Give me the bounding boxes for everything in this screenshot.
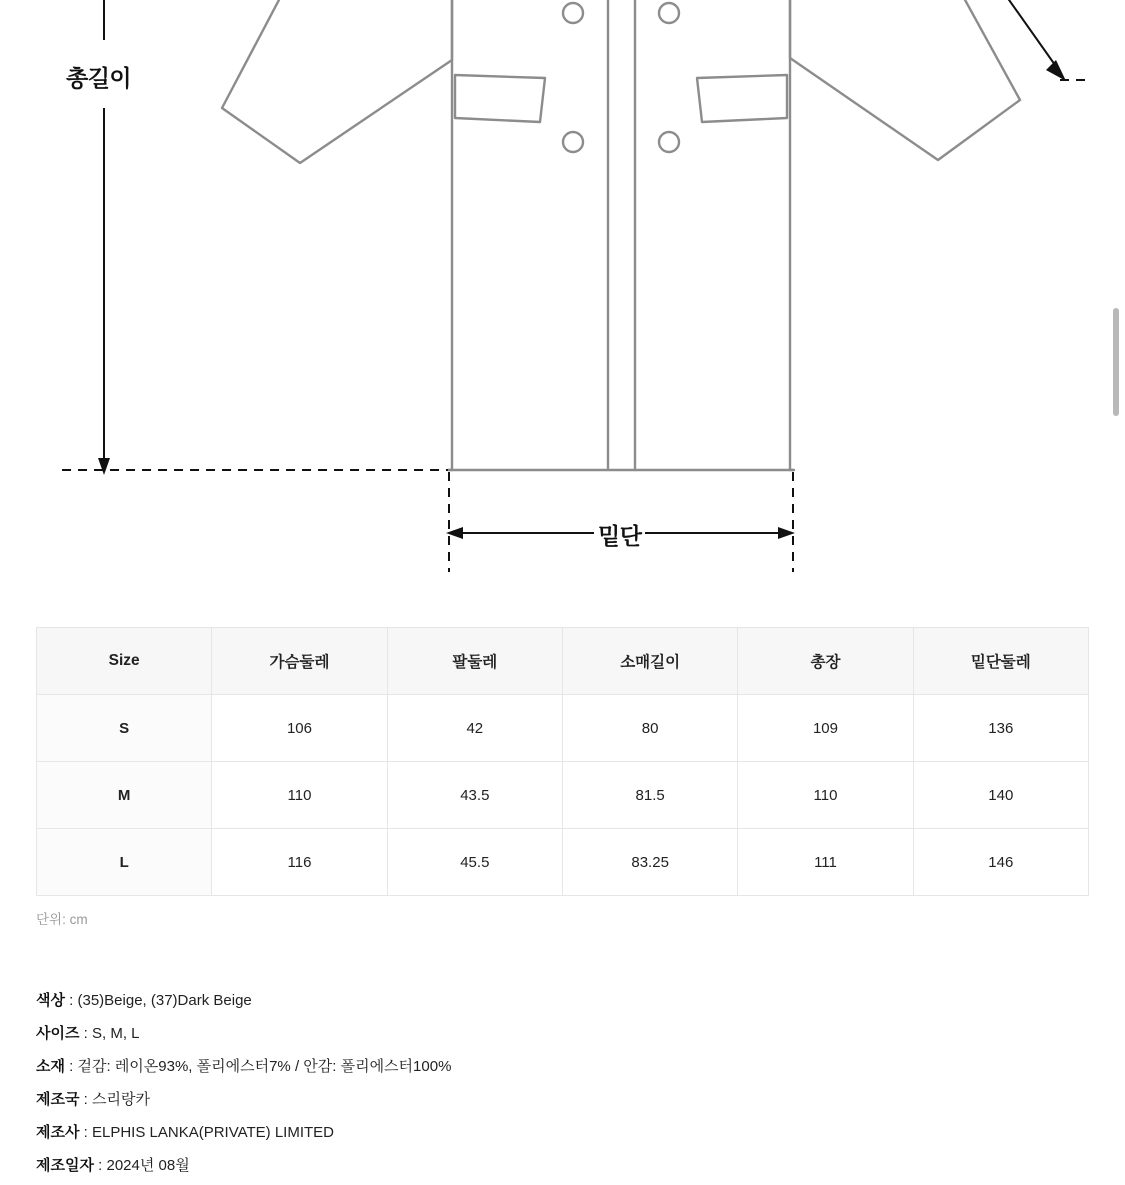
button-top-right	[659, 3, 679, 23]
size-table-body	[37, 695, 1089, 896]
spec-key: 색상	[36, 992, 65, 1009]
table-header-cell: 소매길이	[562, 628, 737, 695]
spec-separator: :	[64, 992, 78, 1009]
spec-separator: :	[79, 1124, 92, 1141]
table-cell-size: S	[37, 695, 212, 762]
table-row	[37, 762, 1089, 829]
table-cell: 110	[738, 762, 913, 829]
size-table-container	[36, 627, 1089, 896]
table-cell: 111	[738, 829, 913, 896]
page-scrollbar-track[interactable]	[1111, 0, 1121, 1185]
spec-key: 사이즈	[36, 1025, 80, 1042]
size-table-head	[37, 628, 1089, 695]
table-row	[37, 829, 1089, 896]
spec-row-manufacturer	[36, 1116, 1089, 1149]
spec-separator: :	[79, 1091, 92, 1108]
button-bottom-right	[659, 132, 679, 152]
table-cell-size: L	[37, 829, 212, 896]
table-header-cell: 가슴둘레	[212, 628, 387, 695]
spec-row-manufacture-date	[36, 1149, 1089, 1174]
sleeve-length-arrowhead	[1046, 60, 1066, 81]
size-table	[36, 627, 1089, 896]
body-left-edge	[448, 0, 452, 470]
spec-row-material	[36, 1050, 1089, 1083]
spec-value: 겉감: 레이온93%, 폴리에스터7% / 안감: 폴리에스터100%	[77, 1058, 452, 1075]
spec-row-origin	[36, 1083, 1089, 1116]
right-sleeve-outline	[790, 0, 1020, 160]
table-header-cell: Size	[37, 628, 212, 695]
spec-separator: :	[64, 1058, 78, 1075]
product-spec-list	[36, 984, 1089, 1174]
table-cell: 146	[913, 829, 1088, 896]
button-top-left	[563, 3, 583, 23]
spec-value: ELPHIS LANKA(PRIVATE) LIMITED	[92, 1124, 334, 1141]
left-sleeve-outline	[222, 0, 452, 163]
table-cell: 42	[387, 695, 562, 762]
spec-separator: :	[79, 1025, 92, 1042]
spec-row-color	[36, 984, 1089, 1017]
spec-key: 제조일자	[36, 1157, 94, 1174]
body-right-edge	[790, 0, 794, 470]
spec-value: (35)Beige, (37)Dark Beige	[77, 992, 252, 1009]
table-cell: 81.5	[562, 762, 737, 829]
page-scrollbar-thumb[interactable]	[1113, 308, 1119, 416]
table-cell: 83.25	[562, 829, 737, 896]
spec-key: 제조국	[36, 1091, 80, 1108]
table-cell: 106	[212, 695, 387, 762]
table-header-cell: 밑단둘레	[913, 628, 1088, 695]
spec-key: 제조사	[36, 1124, 80, 1141]
right-pocket-outline	[697, 75, 787, 122]
table-row	[37, 695, 1089, 762]
diagram-label-total-length: 총길이	[62, 60, 135, 93]
sleeve-length-line	[1002, 0, 1060, 72]
total-length-arrowhead	[98, 458, 110, 475]
left-pocket-outline	[455, 75, 545, 122]
table-header-cell: 총장	[738, 628, 913, 695]
table-cell: 109	[738, 695, 913, 762]
table-cell: 140	[913, 762, 1088, 829]
table-cell: 116	[212, 829, 387, 896]
table-cell: 110	[212, 762, 387, 829]
spec-value: S, M, L	[92, 1025, 140, 1042]
table-cell-size: M	[37, 762, 212, 829]
spec-value: 스리랑카	[92, 1091, 150, 1108]
table-cell: 80	[562, 695, 737, 762]
table-header-row	[37, 628, 1089, 695]
spec-key: 소재	[36, 1058, 65, 1075]
table-cell: 43.5	[387, 762, 562, 829]
spec-row-size	[36, 1017, 1089, 1050]
button-bottom-left	[563, 132, 583, 152]
size-table-unit-note: 단위: cm	[36, 912, 88, 927]
diagram-label-hem: 밑단	[594, 518, 645, 551]
spec-value: 2024년 08월	[106, 1157, 190, 1174]
table-cell: 136	[913, 695, 1088, 762]
spec-separator: :	[93, 1157, 107, 1174]
table-header-cell: 팔둘레	[387, 628, 562, 695]
table-cell: 45.5	[387, 829, 562, 896]
